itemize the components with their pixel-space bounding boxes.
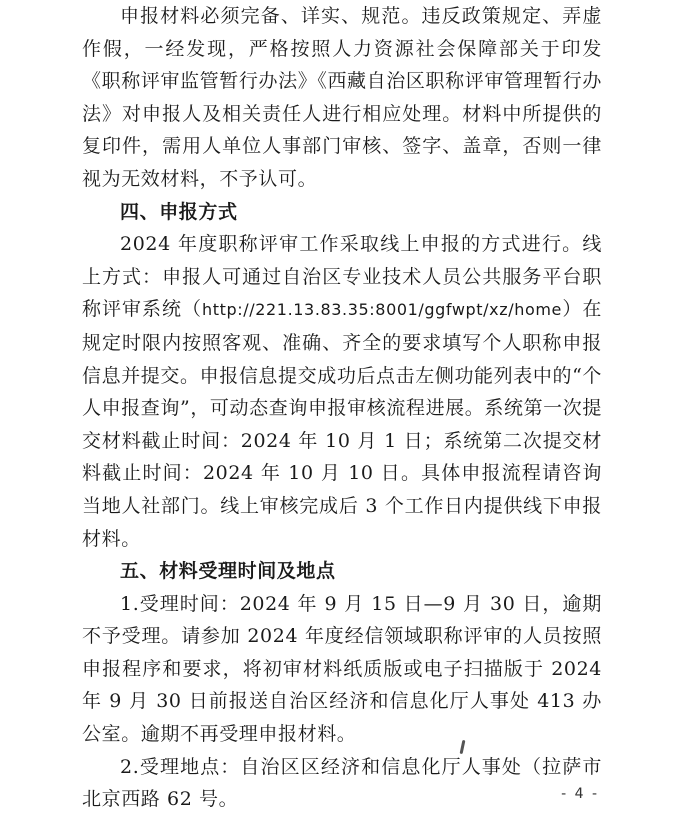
heading-acceptance-time-place: 五、材料受理时间及地点 bbox=[120, 560, 336, 583]
platform-url: http://221.13.83.35:8001/ggfwpt/xz/home bbox=[202, 300, 562, 320]
page-number: - 4 - bbox=[561, 786, 599, 802]
paragraph-online-application bbox=[82, 228, 602, 555]
paragraph-acceptance-place: 2.受理地点：自治区区经济和信息化厅人事处（拉萨市北京西路 62 号。 bbox=[82, 755, 602, 811]
heading-application-method: 四、申报方式 bbox=[120, 200, 238, 223]
paragraph-material-requirements: 申报材料必须完备、详实、规范。违反政策规定、弄虚作假，一经发现，严格按照人力资源社会保障部关于印发《职称评审监管暂行办法》《西藏自治区职称评审管理暂行办法》对申报人及相关责任人进行相应处理。材料中所提供的复印件，需用人单位人事部门审核、签字、盖章，否则一律视为无效材料，不予认可。 bbox=[82, 5, 602, 190]
document-body bbox=[82, 0, 602, 816]
online-application-text-after: ）在规定时限内按照客观、准确、齐全的要求填写个人职称申报信息并提交。申报信息提交成功后点击左侧功能列表中的“个人申报查询”，可动态查询申报审核流程进展。系统第一次提交材料截止时间：2024 年 10 月 1 日；系统第二次提交材料截止时间：2024 年 10 月 10 日。具体申报流程请咨询当地人社部门。线上审核完成后 3 个工作日内提供线下申报材料。 bbox=[82, 298, 603, 550]
online-application-text-before: 2024 年度职称评审工作采取线上申报的方式进行。线上方式：申报人可通过自治区专业技术人员公共服务平台职称评审系统（ bbox=[82, 233, 602, 321]
paragraph-acceptance-time: 1.受理时间：2024 年 9 月 15 日—9 月 30 日，逾期不予受理。请参加 2024 年度经信领域职称评审的人员按照申报程序和要求，将初审材料纸质版或电子扫描版于 2024 年 9 月 30 日前报送自治区经济和信息化厅人事处 413 办公室。逾期不再受理申报材料。 bbox=[82, 592, 602, 746]
